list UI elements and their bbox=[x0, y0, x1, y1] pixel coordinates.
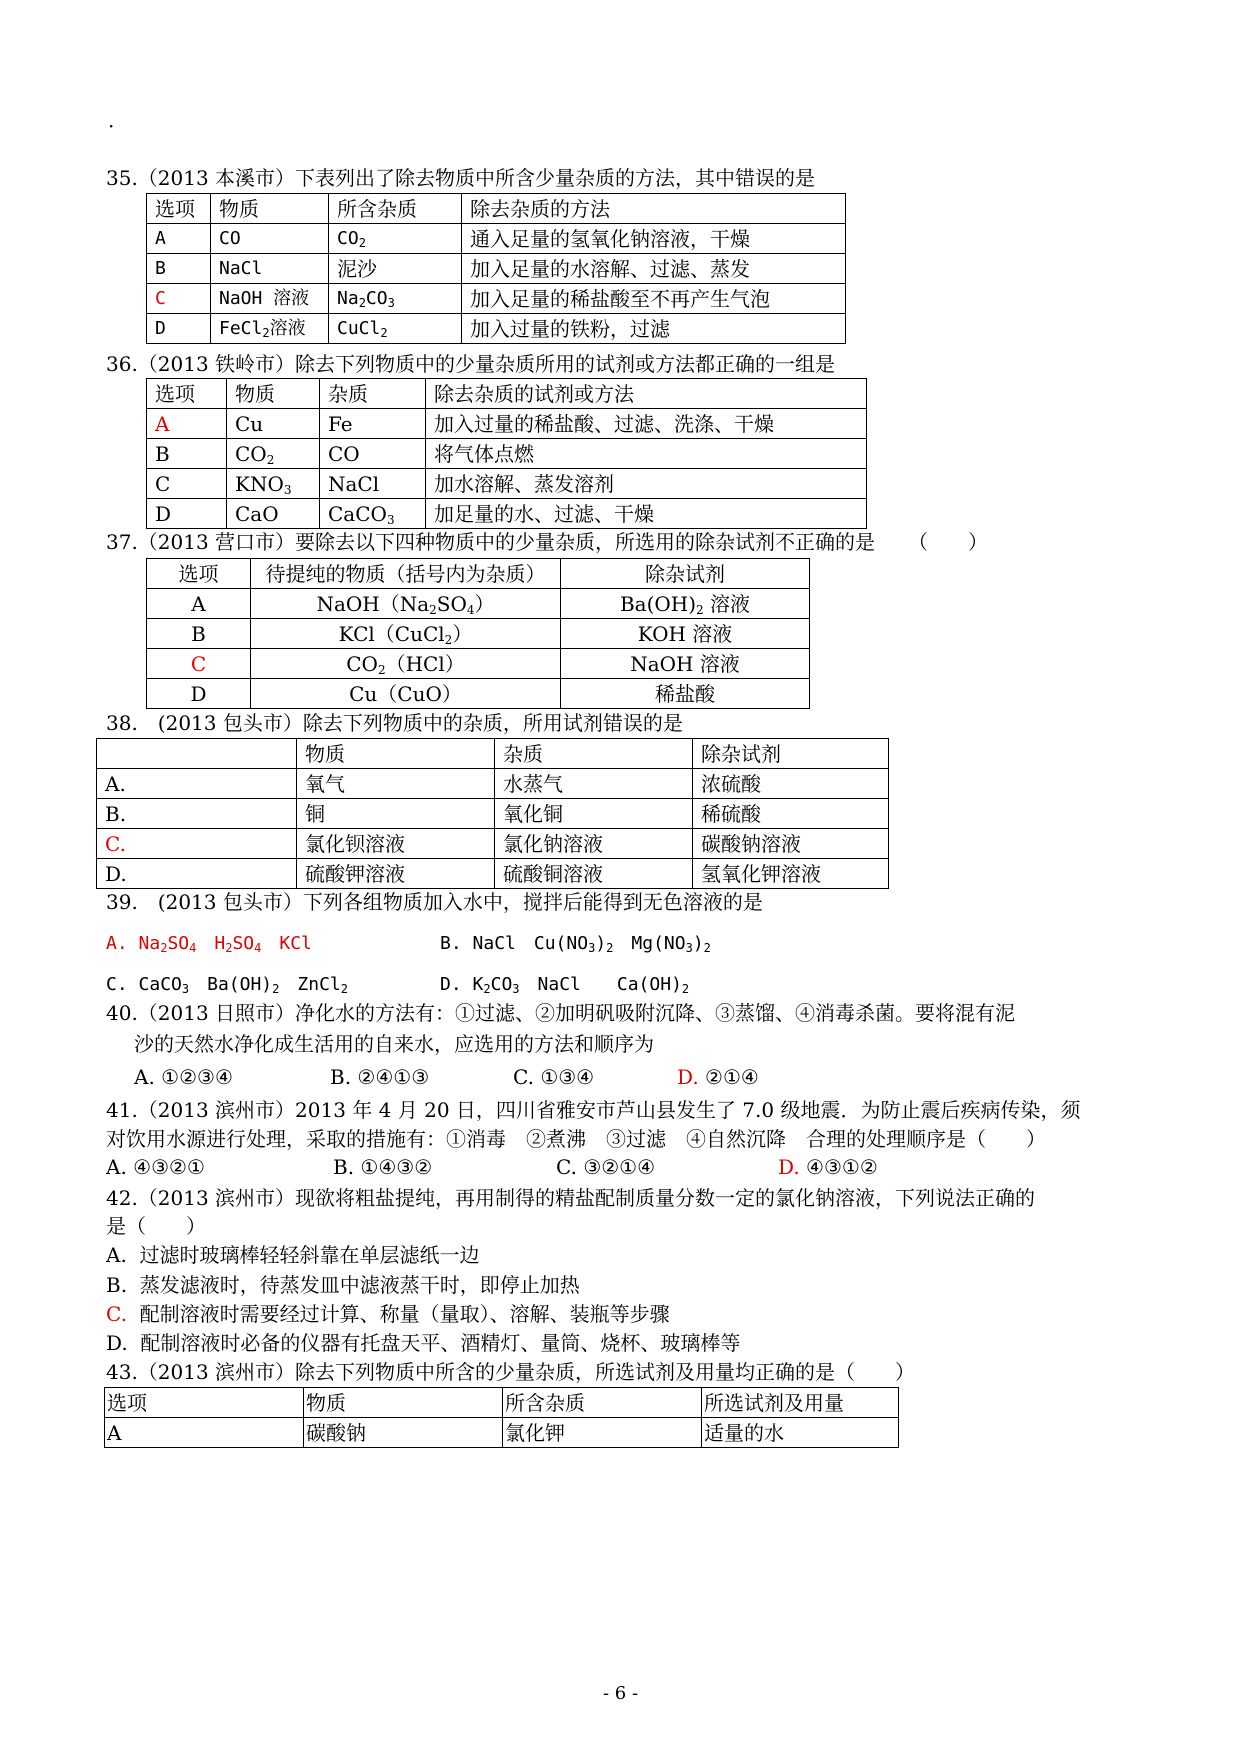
impurity-cell: 泥沙 bbox=[329, 254, 462, 284]
substance-cell: NaOH 溶液 bbox=[211, 284, 329, 314]
q40-option-d: D. ②①④ bbox=[677, 1065, 759, 1089]
impurity-cell: 氯化钠溶液 bbox=[495, 829, 693, 859]
q40-stem-line1: 40.（2013 日照市）净化水的方法有：①过滤、②加明矾吸附沉降、③蒸馏、④消毒杀菌。要将混有泥 bbox=[106, 1001, 1016, 1025]
method-cell: 加入足量的水溶解、过滤、蒸发 bbox=[462, 254, 846, 284]
header-cell: 除杂试剂 bbox=[693, 739, 889, 769]
impurity-cell: CaCO$_3$ bbox=[320, 499, 426, 529]
q43-stem: 43.（2013 滨州市）除去下列物质中所含的少量杂质，所选试剂及用量均正确的是（ ） bbox=[106, 1360, 916, 1384]
method-cell: 通入足量的氢氧化钠溶液，干燥 bbox=[462, 224, 846, 254]
reagent-cell: $Ba(OH)_2$ 溶液 bbox=[561, 589, 810, 619]
header-cell: 物质 bbox=[304, 1388, 503, 1418]
impurity-cell: 水蒸气 bbox=[495, 769, 693, 799]
table-row bbox=[105, 1418, 899, 1448]
header-cell: 除杂试剂 bbox=[561, 559, 810, 589]
q35-table bbox=[146, 193, 846, 344]
q37-answer-paren: （ ） bbox=[908, 530, 988, 554]
option-cell: D bbox=[147, 679, 251, 709]
header-cell bbox=[97, 739, 297, 769]
q40-option-c: C. ①③④ bbox=[513, 1065, 595, 1089]
option-cell: B bbox=[147, 439, 227, 469]
q35-stem: 35.（2013 本溪市）下表列出了除去物质中所含少量杂质的方法，其中错误的是 bbox=[106, 166, 816, 190]
reagent-cell: 碳酸钠溶液 bbox=[693, 829, 889, 859]
header-cell: 物质 bbox=[227, 379, 320, 409]
impurity-cell: $Na_2CO_3$ bbox=[329, 284, 462, 314]
q41-option-a: A. ④③②① bbox=[106, 1155, 205, 1179]
table-row bbox=[147, 499, 867, 529]
header-cell: 杂质 bbox=[495, 739, 693, 769]
q42-stem-line1: 42.（2013 滨州市）现欲将粗盐提纯，再用制得的精盐配制质量分数一定的氯化钠溶液，下列说法正确的 bbox=[106, 1186, 1036, 1210]
q38-table bbox=[96, 738, 889, 889]
substance-cell: 硫酸钾溶液 bbox=[297, 859, 495, 889]
impurity-cell: 硫酸铜溶液 bbox=[495, 859, 693, 889]
method-cell: 加足量的水、过滤、干燥 bbox=[426, 499, 867, 529]
table-row bbox=[97, 829, 889, 859]
option-cell: D bbox=[147, 499, 227, 529]
reagent-cell: NaOH 溶液 bbox=[561, 649, 810, 679]
impurity-cell: CO bbox=[320, 439, 426, 469]
impurity-cell: CuCl$_2$ bbox=[329, 314, 462, 344]
table-header-row bbox=[97, 739, 889, 769]
option-cell: B bbox=[147, 254, 211, 284]
q38-stem: 38. (2013 包头市）除去下列物质中的杂质，所用试剂错误的是 bbox=[106, 711, 683, 735]
option-cell: A. bbox=[97, 769, 297, 799]
table-header-row bbox=[147, 559, 810, 589]
method-cell: 加入过量的稀盐酸、过滤、洗涤、干燥 bbox=[426, 409, 867, 439]
option-cell: C bbox=[147, 469, 227, 499]
option-cell-answer: C bbox=[147, 284, 211, 314]
option-cell: D bbox=[147, 314, 211, 344]
table-header-row bbox=[147, 194, 846, 224]
q41-option-c: C. ③②①④ bbox=[556, 1155, 656, 1179]
header-cell: 所选试剂及用量 bbox=[702, 1388, 899, 1418]
q40-option-b: B. ②④①③ bbox=[330, 1065, 430, 1089]
table-row bbox=[97, 769, 889, 799]
q42-option-d: D. 配制溶液时必备的仪器有托盘天平、酒精灯、量筒、烧杯、玻璃棒等 bbox=[106, 1331, 741, 1355]
substance-cell: $KNO_3$ bbox=[227, 469, 320, 499]
method-cell: 加入足量的稀盐酸至不再产生气泡 bbox=[462, 284, 846, 314]
header-cell: 选项 bbox=[147, 194, 211, 224]
header-cell: 所含杂质 bbox=[503, 1388, 702, 1418]
q39-option-c: C. CaCO$_3$ $Ba(OH)_2$ ZnCl$_2$ bbox=[106, 974, 348, 996]
substance-cell: Cu（CuO） bbox=[251, 679, 561, 709]
substance-cell: $CO_2(HCl)$ bbox=[251, 649, 561, 679]
table-row bbox=[147, 469, 867, 499]
header-cell: 待提纯的物质（括号内为杂质） bbox=[251, 559, 561, 589]
option-cell: A bbox=[147, 224, 211, 254]
q40-option-a: A. ①②③④ bbox=[134, 1065, 233, 1089]
method-cell: 加入过量的铁粉，过滤 bbox=[462, 314, 846, 344]
substance-cell: $CO_2$ bbox=[227, 439, 320, 469]
table-row bbox=[147, 409, 867, 439]
table-row bbox=[147, 619, 810, 649]
reagent-cell: 氢氧化钾溶液 bbox=[693, 859, 889, 889]
q37-table bbox=[146, 558, 810, 709]
q41-stem-line1: 41.（2013 滨州市）2013 年 4 月 20 日，四川省雅安市芦山县发生了 7.0 级地震．为防止震后疾病传染，须 bbox=[106, 1098, 1081, 1122]
reagent-cell: 浓硫酸 bbox=[693, 769, 889, 799]
header-cell: 除去杂质的试剂或方法 bbox=[426, 379, 867, 409]
q41-option-b: B. ①④③② bbox=[333, 1155, 433, 1179]
header-cell: 除去杂质的方法 bbox=[462, 194, 846, 224]
table-header-row bbox=[105, 1388, 899, 1418]
substance-cell: 氧气 bbox=[297, 769, 495, 799]
substance-cell: 铜 bbox=[297, 799, 495, 829]
substance-cell: 氯化钡溶液 bbox=[297, 829, 495, 859]
header-cell: 物质 bbox=[211, 194, 329, 224]
reagent-cell: 适量的水 bbox=[702, 1418, 899, 1448]
table-row bbox=[97, 799, 889, 829]
page-number: - 6 - bbox=[602, 1683, 639, 1704]
table-row bbox=[147, 224, 846, 254]
substance-cell: CaO bbox=[227, 499, 320, 529]
substance-cell: $NaOH(Na_2SO_4)$ bbox=[251, 589, 561, 619]
header-cell: 选项 bbox=[105, 1388, 304, 1418]
impurity-cell: NaCl bbox=[320, 469, 426, 499]
impurity-cell: 氧化铜 bbox=[495, 799, 693, 829]
q36-table bbox=[146, 378, 867, 529]
q43-table bbox=[104, 1387, 899, 1448]
header-cell: 物质 bbox=[297, 739, 495, 769]
page-dot: · bbox=[108, 114, 115, 138]
q36-stem: 36.（2013 铁岭市）除去下列物质中的少量杂质所用的试剂或方法都正确的一组是 bbox=[106, 352, 836, 376]
impurity-cell: $CO_2$ bbox=[329, 224, 462, 254]
q41-option-d: D. ④③①② bbox=[778, 1155, 878, 1179]
option-cell-answer: C bbox=[147, 649, 251, 679]
table-row bbox=[147, 439, 867, 469]
table-row bbox=[147, 284, 846, 314]
q37-stem: 37.（2013 营口市）要除去以下四种物质中的少量杂质，所选用的除杂试剂不正确的是 bbox=[106, 530, 876, 554]
q42-stem-line2: 是（ ） bbox=[106, 1214, 206, 1238]
q40-stem-line2: 沙的天然水净化成生活用的自来水，应选用的方法和顺序为 bbox=[134, 1032, 654, 1056]
impurity-cell: Fe bbox=[320, 409, 426, 439]
option-cell-answer: A bbox=[147, 409, 227, 439]
reagent-cell: KOH 溶液 bbox=[561, 619, 810, 649]
header-cell: 选项 bbox=[147, 559, 251, 589]
table-row bbox=[147, 254, 846, 284]
substance-cell: 碳酸钠 bbox=[304, 1418, 503, 1448]
option-cell: D. bbox=[97, 859, 297, 889]
table-row bbox=[147, 679, 810, 709]
table-row bbox=[97, 859, 889, 889]
q39-option-d: D. $K_2CO_3$ NaCl $Ca(OH)_2$ bbox=[440, 974, 690, 996]
q41-stem-line2: 对饮用水源进行处理，采取的措施有：①消毒 ②煮沸 ③过滤 ④自然沉降 合理的处理顺序是（ ） bbox=[106, 1127, 1046, 1151]
table-row bbox=[147, 589, 810, 619]
impurity-cell: 氯化钾 bbox=[503, 1418, 702, 1448]
q42-option-c: C. 配制溶液时需要经过计算、称量（量取）、溶解、装瓶等步骤 bbox=[106, 1302, 670, 1326]
q42-option-b: B. 蒸发滤液时，待蒸发皿中滤液蒸干时，即停止加热 bbox=[106, 1273, 580, 1297]
table-row bbox=[147, 649, 810, 679]
reagent-cell: 稀盐酸 bbox=[561, 679, 810, 709]
option-cell: A bbox=[147, 589, 251, 619]
q39-option-a: A. $Na_2SO_4$ $H_2SO_4$ KCl bbox=[106, 933, 312, 955]
reagent-cell: 稀硫酸 bbox=[693, 799, 889, 829]
table-header-row bbox=[147, 379, 867, 409]
header-cell: 选项 bbox=[147, 379, 227, 409]
substance-cell: Cu bbox=[227, 409, 320, 439]
substance-cell: CO bbox=[211, 224, 329, 254]
option-cell: B bbox=[147, 619, 251, 649]
q39-stem: 39. (2013 包头市）下列各组物质加入水中，搅拌后能得到无色溶液的是 bbox=[106, 890, 763, 914]
header-cell: 所含杂质 bbox=[329, 194, 462, 224]
option-cell: B. bbox=[97, 799, 297, 829]
table-row bbox=[147, 314, 846, 344]
substance-cell: KCl（CuCl$_2$） bbox=[251, 619, 561, 649]
method-cell: 加水溶解、蒸发溶剂 bbox=[426, 469, 867, 499]
substance-cell: FeCl$_2$溶液 bbox=[211, 314, 329, 344]
q39-option-b: B. NaCl $Cu(NO_3)_2$ $Mg(NO_3)_2$ bbox=[440, 933, 711, 955]
header-cell: 杂质 bbox=[320, 379, 426, 409]
q42-option-a: A. 过滤时玻璃棒轻轻斜靠在单层滤纸一边 bbox=[106, 1243, 480, 1267]
option-cell: A bbox=[105, 1418, 304, 1448]
method-cell: 将气体点燃 bbox=[426, 439, 867, 469]
substance-cell: NaCl bbox=[211, 254, 329, 284]
option-cell-answer: C. bbox=[97, 829, 297, 859]
